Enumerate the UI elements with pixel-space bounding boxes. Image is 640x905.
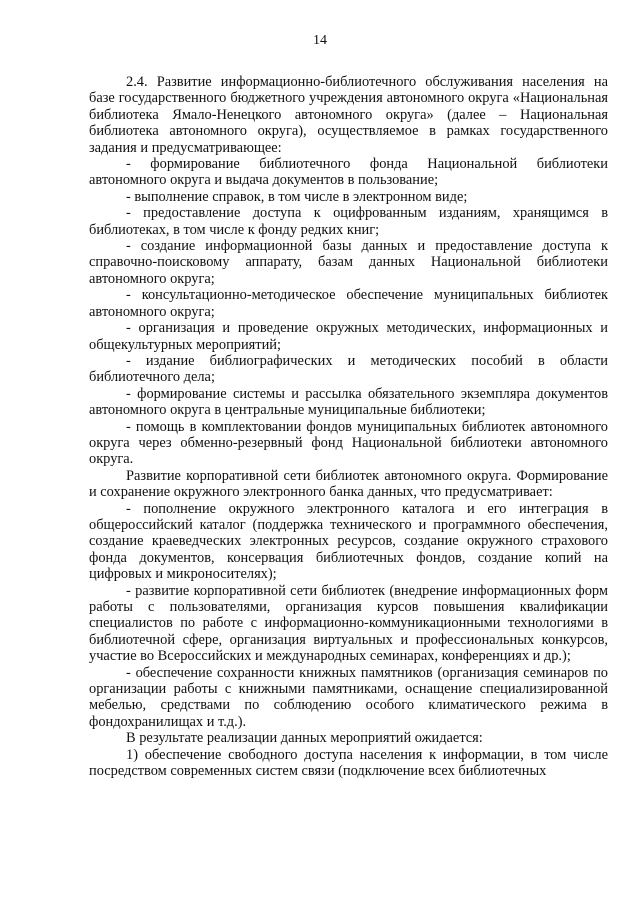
list-item: - пополнение окружного электронного каталога и его интеграция в общероссийский каталог (поддержка технического и программного обеспечения, создание краеведческих электронных ресурсов, создание окружного страхового фонда документов, консервация библиотечных фондов, создание копий на цифровых и микроносителях); (89, 500, 608, 583)
list-item: - консультационно-методическое обеспечение муниципальных библиотек автономного округа; (89, 287, 608, 320)
list-item: - предоставление доступа к оцифрованным изданиям, хранящимся в библиотеках, в том числе к фонду редких книг; (89, 205, 608, 238)
list-item: - издание библиографических и методических пособий в области библиотечного дела; (89, 352, 608, 386)
list-item: 1) обеспечение свободного доступа населения к информации, в том числе посредством современных систем связи (подключение всех библиотечных (89, 746, 608, 780)
list-item: - формирование библиотечного фонда Национальной библиотеки автономного округа и выдача документов в пользование; (89, 156, 608, 189)
list-item: - помощь в комплектовании фондов муниципальных библиотек автономного округа через обменно-резервный фонд Национальной библиотеки автономного округа. (89, 418, 608, 468)
list-item: - обеспечение сохранности книжных памятников (организация семинаров по организации работы с книжными памятниками, оснащение специализированной мебелью, средствами по соблюдению особого климатического режима в фондохранилищах и т.д.). (89, 664, 608, 730)
list-item: - выполнение справок, в том числе в электронном виде; (126, 188, 468, 205)
paragraph-section-2-4: 2.4. Развитие информационно-библиотечного обслуживания населения на базе государственного бюджетного учреждения автономного округа «Национальная библиотека Ямало-Ненецкого автономного округа» (далее – Национальная библиотека автономного округа), осуществляемое в рамках государственного задания и предусматривающее: (89, 74, 608, 156)
paragraph-network: Развитие корпоративной сети библиотек автономного округа. Формирование и сохранение окружного электронного банка данных, что предусматривает: (89, 467, 608, 501)
list-item: - организация и проведение окружных методических, информационных и общекультурных мероприятий; (89, 320, 608, 353)
list-item: - формирование системы и рассылка обязательного экземпляра документов автономного округа в центральные муниципальные библиотеки; (89, 385, 608, 419)
list-item: - развитие корпоративной сети библиотек (внедрение информационных форм работы с пользователями, организация курсов повышения квалификации специалистов по работе с информационно-коммуникационными технологиями в библиотечной сфере, организация виртуальных и профессиональных конкурсов, участие во Всероссийских и международных семинарах, конференциях и др.); (89, 582, 608, 665)
page-number: 14 (313, 33, 327, 48)
paragraph-expected-results: В результате реализации данных мероприятий ожидается: (126, 730, 483, 747)
list-item: - создание информационной базы данных и предоставление доступа к справочно-поисковому аппарату, базам данных Национальной библиотеки автономного округа; (89, 238, 608, 287)
document-body (89, 74, 608, 779)
